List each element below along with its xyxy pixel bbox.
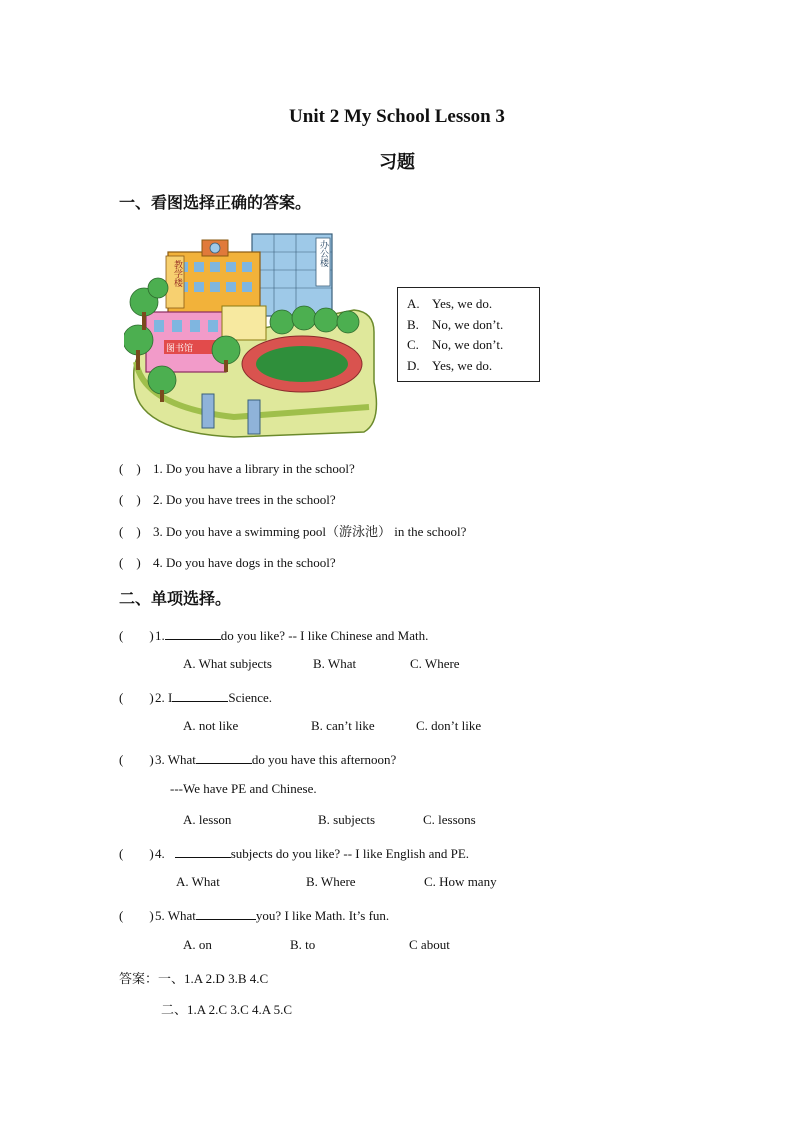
s2-question-2: ( )2. I Science. bbox=[119, 687, 272, 706]
s2-q4-option-a: A. What bbox=[176, 874, 220, 889]
s2-q3-followup: ---We have PE and Chinese. bbox=[170, 781, 317, 796]
s1-question-3: ( ) 3. Do you have a swimming pool（游泳池） in the school? bbox=[119, 524, 467, 539]
page-title: Unit 2 My School Lesson 3 bbox=[289, 106, 505, 127]
s2-q2-option-b: B. can’t like bbox=[311, 718, 375, 733]
s1-question-4: ( ) 4. Do you have dogs in the school? bbox=[119, 555, 336, 570]
answer-key-line-2: 二、1.A 2.C 3.C 4.A 5.C bbox=[161, 1002, 293, 1017]
answer-blank[interactable] bbox=[165, 625, 221, 640]
page-subtitle: 习题 bbox=[379, 152, 415, 173]
s2-q4-option-c: C. How many bbox=[424, 874, 497, 889]
answer-blank[interactable] bbox=[175, 843, 231, 858]
s2-question-1: ( )1. do you like? -- I like Chinese and Math. bbox=[119, 625, 428, 644]
s2-q2-option-a: A. not like bbox=[183, 718, 239, 733]
s2-q5-option-a: A. on bbox=[183, 937, 212, 952]
sign-library: 图书馆 bbox=[166, 344, 194, 354]
s2-question-3: ( )3. What do you have this afternoon? bbox=[119, 749, 396, 768]
s2-q3-option-b: B. subjects bbox=[318, 812, 376, 827]
answer-blank[interactable] bbox=[172, 687, 228, 702]
section-1-heading: 一、看图选择正确的答案。 bbox=[119, 193, 312, 212]
option-a: A. Yes, we do. bbox=[407, 296, 493, 311]
s2-question-4: ( )4. subjects do you like? -- I like English and PE. bbox=[119, 843, 469, 862]
s2-q1-option-b: B. What bbox=[313, 656, 357, 671]
s2-q2-option-c: C. don’t like bbox=[416, 718, 482, 733]
option-b: B. No, we don’t. bbox=[407, 316, 504, 332]
s2-question-5: ( )5. What you? I like Math. It’s fun. bbox=[119, 905, 389, 924]
answer-key-line-1: 答案：一、1.A 2.D 3.B 4.C bbox=[119, 971, 269, 987]
s2-q1-option-c: C. Where bbox=[410, 656, 460, 671]
section-2-heading: 二、单项选择。 bbox=[119, 589, 232, 608]
s2-q3-option-c: C. lessons bbox=[423, 812, 476, 827]
option-c: C. No, we don’t. bbox=[407, 337, 504, 352]
sign-office-building: 办公楼 bbox=[318, 240, 328, 267]
answer-options-box bbox=[397, 287, 540, 382]
answer-blank[interactable] bbox=[196, 749, 252, 764]
s2-q1-option-a: A. What subjects bbox=[183, 656, 272, 671]
s1-question-2: ( ) 2. Do you have trees in the school? bbox=[119, 492, 336, 507]
s2-q5-option-b: B. to bbox=[290, 937, 316, 952]
sign-teaching-building: 教学楼 bbox=[172, 260, 182, 287]
school-illustration bbox=[124, 232, 384, 444]
s1-question-1: ( ) 1. Do you have a library in the school? bbox=[119, 461, 355, 476]
option-d: D. Yes, we do. bbox=[407, 357, 493, 373]
s2-q3-option-a: A. lesson bbox=[183, 812, 232, 827]
s2-q4-option-b: B. Where bbox=[306, 874, 356, 889]
s2-q5-option-c: C about bbox=[409, 937, 450, 952]
answer-blank[interactable] bbox=[196, 905, 256, 920]
